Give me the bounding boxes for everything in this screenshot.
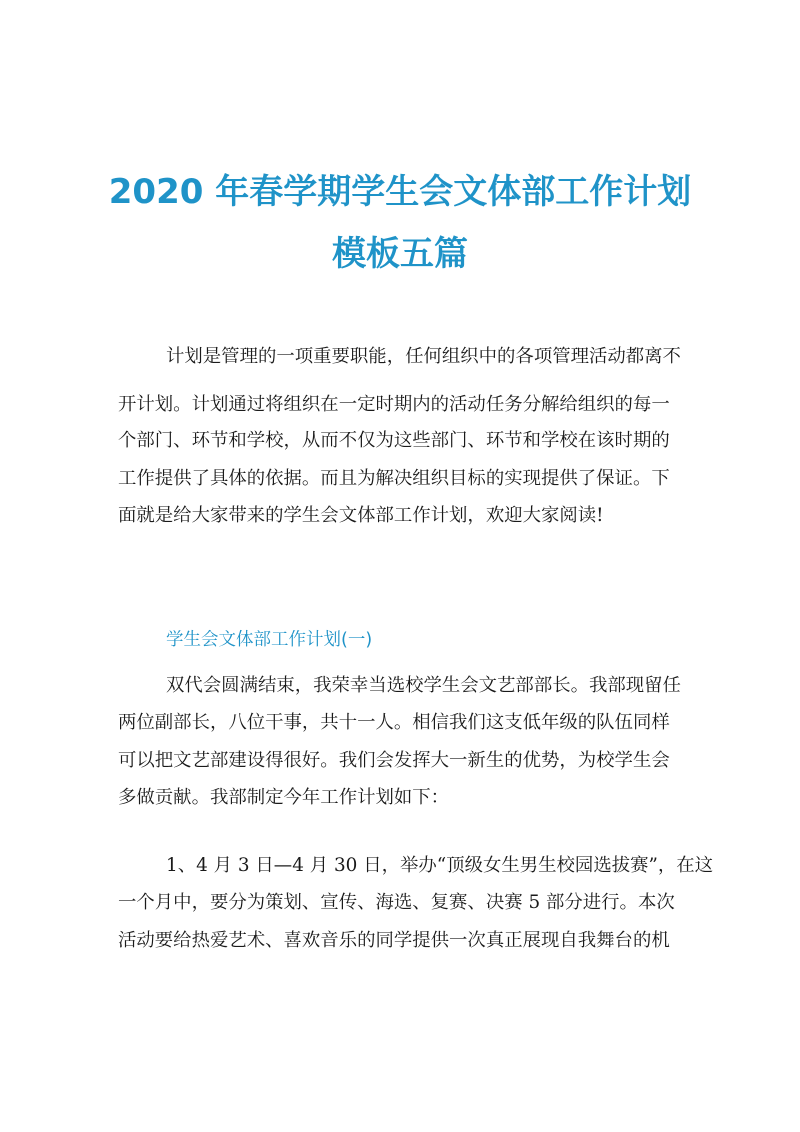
intro-line: 计划是管理的一项重要职能，任何组织中的各项管理活动都离不 — [166, 346, 681, 367]
intro-line: 工作提供了具体的依据。而且为解决组织目标的实现提供了保证。下 — [118, 468, 670, 489]
document-title-line-2: 模板五篇 — [332, 234, 468, 274]
paragraph-line: 活动要给热爱艺术、喜欢音乐的同学提供一次真正展现自我舞台的机 — [118, 930, 670, 951]
section-heading: 学生会文体部工作计划(一) — [166, 630, 373, 650]
intro-line: 个部门、环节和学校，从而不仅为这些部门、环节和学校在该时期的 — [118, 430, 670, 451]
document-title-line-1: 2020 年春学期学生会文体部工作计划 — [108, 172, 692, 212]
paragraph-line: 多做贡献。我部制定今年工作计划如下： — [118, 787, 450, 808]
intro-line: 开计划。计划通过将组织在一定时期内的活动任务分解给组织的每一 — [118, 394, 670, 415]
paragraph-line: 1、4 月 3 日—4 月 30 日，举办“顶级女生男生校园选拔赛”，在这 — [166, 855, 714, 876]
paragraph-line: 两位副部长，八位干事，共十一人。相信我们这支低年级的队伍同样 — [118, 712, 670, 733]
paragraph-line: 双代会圆满结束，我荣幸当选校学生会文艺部部长。我部现留任 — [166, 675, 681, 696]
intro-line: 面就是给大家带来的学生会文体部工作计划，欢迎大家阅读! — [118, 505, 604, 526]
paragraph-line: 一个月中，要分为策划、宣传、海选、复赛、决赛 5 部分进行。本次 — [118, 892, 675, 913]
paragraph-line: 可以把文艺部建设得很好。我们会发挥大一新生的优势，为校学生会 — [118, 750, 670, 771]
